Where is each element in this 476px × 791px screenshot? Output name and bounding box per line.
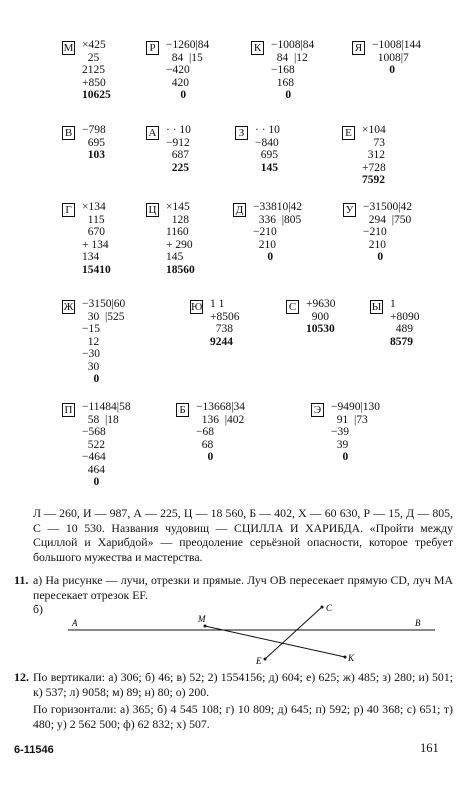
calculation-line: · · 10	[255, 124, 280, 136]
calculation-line: 670	[82, 226, 105, 238]
calculation	[82, 401, 131, 489]
calculation-line: −30	[82, 348, 100, 360]
calculation-line: +8090	[390, 310, 420, 323]
calculation-line: 1160	[166, 226, 189, 238]
calculation-line: −11484|58	[82, 401, 131, 413]
calculation-line: 12	[82, 335, 100, 348]
calculation-line: 0	[271, 89, 292, 101]
calculation-line: 738	[210, 323, 233, 335]
calculation	[271, 39, 314, 102]
calculation-line: + 134	[82, 238, 109, 251]
calculation-line: −798	[82, 124, 106, 136]
calculation-line: −3150|60	[82, 298, 126, 310]
calculation-line: 134	[82, 251, 100, 263]
calculation	[82, 39, 111, 102]
calculation-line: 10625	[82, 89, 111, 101]
geometry-figure	[60, 600, 440, 665]
calculation-line: +728	[362, 161, 386, 174]
calculation-line: 115	[82, 213, 105, 226]
calculation-line: 522	[82, 438, 105, 451]
calculation-line: −13668|34	[196, 401, 246, 413]
answer-letter-box: Г	[62, 203, 75, 217]
segment-ef	[205, 626, 345, 657]
answer-letter-box: В	[62, 126, 75, 140]
calculation-line: 336 |805	[253, 213, 302, 226]
calculation	[82, 201, 111, 276]
calculation	[362, 124, 386, 187]
task-12-horizontal: По горизонтали: а) 365; б) 4 545 108; г) 10 809; д) 645; п) 592; р) 40 368; с) 651; т) 480; у) 2 562 500; ф) 62 832; х) 507.	[33, 702, 453, 731]
calculation-line: 30	[82, 360, 100, 373]
answer-letter-box: З	[235, 126, 248, 140]
calculation	[166, 39, 209, 102]
calculation-line: 0	[196, 451, 214, 463]
calculation	[82, 298, 125, 386]
point-c-label: C	[326, 603, 333, 613]
calculation-line: 18560	[166, 263, 195, 276]
calculation-line: 420	[166, 76, 189, 89]
calculation-line: 1008|7	[372, 51, 409, 64]
answer-letter-box: Р	[146, 41, 159, 55]
calculation-line: ×425	[82, 39, 106, 51]
calculation-line: 84 |15	[166, 51, 203, 64]
calculation-line: 84 |12	[271, 51, 308, 64]
task-12-vertical: По вертикали: а) 306; б) 46; в) 52; 2) 1554156; д) 604; е) 625; ж) 485; з) 280; и) 501; к) 537; л) 9058; м) 89; н) 80; о) 200.	[33, 670, 453, 699]
calculation-line: +9630	[306, 298, 336, 310]
calculation	[253, 201, 302, 264]
task-11-part-b-label: б)	[33, 602, 43, 616]
answer-letter-box: П	[62, 403, 75, 417]
calculation-line: ×104	[362, 124, 386, 136]
calculation-line: −1008|144	[372, 39, 422, 51]
calculation-line: 9244	[210, 335, 233, 348]
calculation-line: 0	[82, 476, 100, 488]
calculation-line: 73	[362, 136, 385, 149]
calculation	[390, 298, 420, 348]
calculation-line: 39	[331, 438, 349, 451]
calculation	[331, 401, 380, 464]
calculation	[166, 201, 195, 276]
calculation-line: 0	[372, 64, 395, 76]
point-m-label: M	[198, 614, 206, 624]
answer-letter-box: К	[251, 41, 264, 55]
answer-letter-box: Ж	[63, 301, 74, 313]
calculation-line: 7592	[362, 174, 385, 186]
calculation-line: 15410	[82, 263, 111, 276]
calculation-line: −210	[363, 226, 387, 238]
calculation-line: 91 |73	[331, 413, 368, 426]
calculation-line: 489	[390, 323, 413, 335]
calculation-line: 210	[363, 238, 386, 251]
calculation-line: 294 |750	[363, 213, 412, 226]
task-12-number: 12.	[14, 670, 29, 684]
calculation-line: −210	[253, 226, 277, 238]
answer-letter-box: Б	[176, 403, 189, 417]
calculation	[363, 201, 412, 264]
point-e-label: E	[256, 656, 262, 665]
answer-letter-box: Д	[233, 203, 246, 217]
task-11-text: а) На рисунке — лучи, отрезки и прямые. Луч OB пересекает прямую CD, луч MA пересекает отрезок EF.	[33, 573, 453, 602]
calculation-line: 225	[166, 161, 189, 174]
calculation-line: 145	[255, 161, 278, 174]
calculation-line: 0	[253, 251, 274, 263]
point-k-label: K	[348, 653, 355, 663]
calculation-line: −840	[255, 136, 279, 149]
calculation-line: 103	[82, 149, 105, 161]
calculation-line: 58 |18	[82, 413, 119, 426]
calculation-line: +850	[82, 76, 106, 89]
calculation-line: 695	[82, 136, 105, 149]
answer-letter-box: У	[343, 203, 356, 217]
answer-letter-box: Ц	[146, 203, 159, 217]
calculation-line: 210	[253, 238, 276, 251]
calculation-line: 0	[166, 89, 187, 101]
calculation-line: 0	[331, 451, 349, 463]
answer-letter-box: С	[286, 300, 299, 314]
calculation	[372, 39, 421, 77]
calculation-line: 1	[390, 298, 396, 310]
answer-letter-box: М	[63, 42, 74, 54]
calculation-line: 0	[82, 373, 100, 385]
calculation-line: 168	[271, 76, 294, 89]
calculation-line: ×134	[82, 201, 106, 213]
answer-letter-box: Ы	[371, 301, 382, 313]
answer-paragraph: Л — 260, И — 987, А — 225, Ц — 18 560, Б — 402, Х — 60 630, Р — 15, Д — 805, С — 10 530. Названия чудовищ — СЦИЛЛА И ХАРИБДА. «Пройти между Сциллой и Харибдой» — преодоление серьёзной опасности, которое требует большого мужества и мастерства.	[33, 506, 453, 564]
calculation-line: −31500|42	[363, 201, 413, 213]
ray-cd	[265, 607, 322, 659]
answer-letter-box: А	[146, 126, 159, 140]
answer-letter-box: Ю	[191, 301, 203, 313]
calculation-line: −39	[331, 426, 349, 438]
calculation	[196, 401, 245, 464]
calculation-line: −33810|42	[253, 201, 303, 213]
calculation	[306, 298, 336, 336]
calculation-line: −420	[166, 64, 190, 76]
calculation-line: 25	[82, 51, 100, 64]
calculation-line: + 290	[166, 238, 193, 251]
calculation-line: 145	[166, 251, 184, 263]
calculation-line: 68	[196, 438, 214, 451]
task-11-number: 11.	[14, 573, 29, 587]
calculation-line: 128	[166, 213, 189, 226]
answer-letter-box: Е	[342, 126, 355, 140]
calculation-line: 1 1	[210, 298, 225, 310]
calculation-line: −1260|84	[166, 39, 210, 51]
calculation-line: −568	[82, 426, 106, 438]
calculation	[82, 124, 106, 162]
calculation-line: 464	[82, 463, 105, 476]
calculation-line: · · 10	[166, 124, 191, 136]
calculation-line: 8579	[390, 335, 413, 348]
calculation-line: 687	[166, 149, 189, 161]
calculation-line: 312	[362, 149, 385, 161]
calculation-line: −9490|130	[331, 401, 381, 413]
calculation-line: 900	[306, 310, 329, 323]
calculation-line: 2125	[82, 64, 105, 76]
calculation-line: 0	[363, 251, 384, 263]
calculation	[210, 298, 240, 348]
calculation-line: +8506	[210, 310, 240, 323]
calculation	[255, 124, 280, 174]
calculation-line: 30 |525	[82, 310, 125, 323]
answer-letter-box: Я	[352, 41, 365, 55]
point-a-label: A	[72, 618, 78, 628]
answer-letter-box: Э	[311, 403, 324, 417]
page-number: 161	[420, 741, 439, 755]
calculation-line: 136 |402	[196, 413, 245, 426]
calculation-line: −68	[196, 426, 214, 438]
calculation-line: −1008|84	[271, 39, 315, 51]
footer-code: 6-11546	[14, 744, 54, 756]
calculation-line: −464	[82, 451, 106, 463]
calculation-line: 695	[255, 149, 278, 161]
calculation-line: −168	[271, 64, 295, 76]
calculation	[166, 124, 191, 174]
calculation-line: −912	[166, 136, 190, 149]
calculation-line: ×145	[166, 201, 190, 213]
calculation-line: −15	[82, 323, 100, 335]
point-b-label: B	[415, 618, 421, 628]
calculation-line: 10530	[306, 323, 335, 335]
